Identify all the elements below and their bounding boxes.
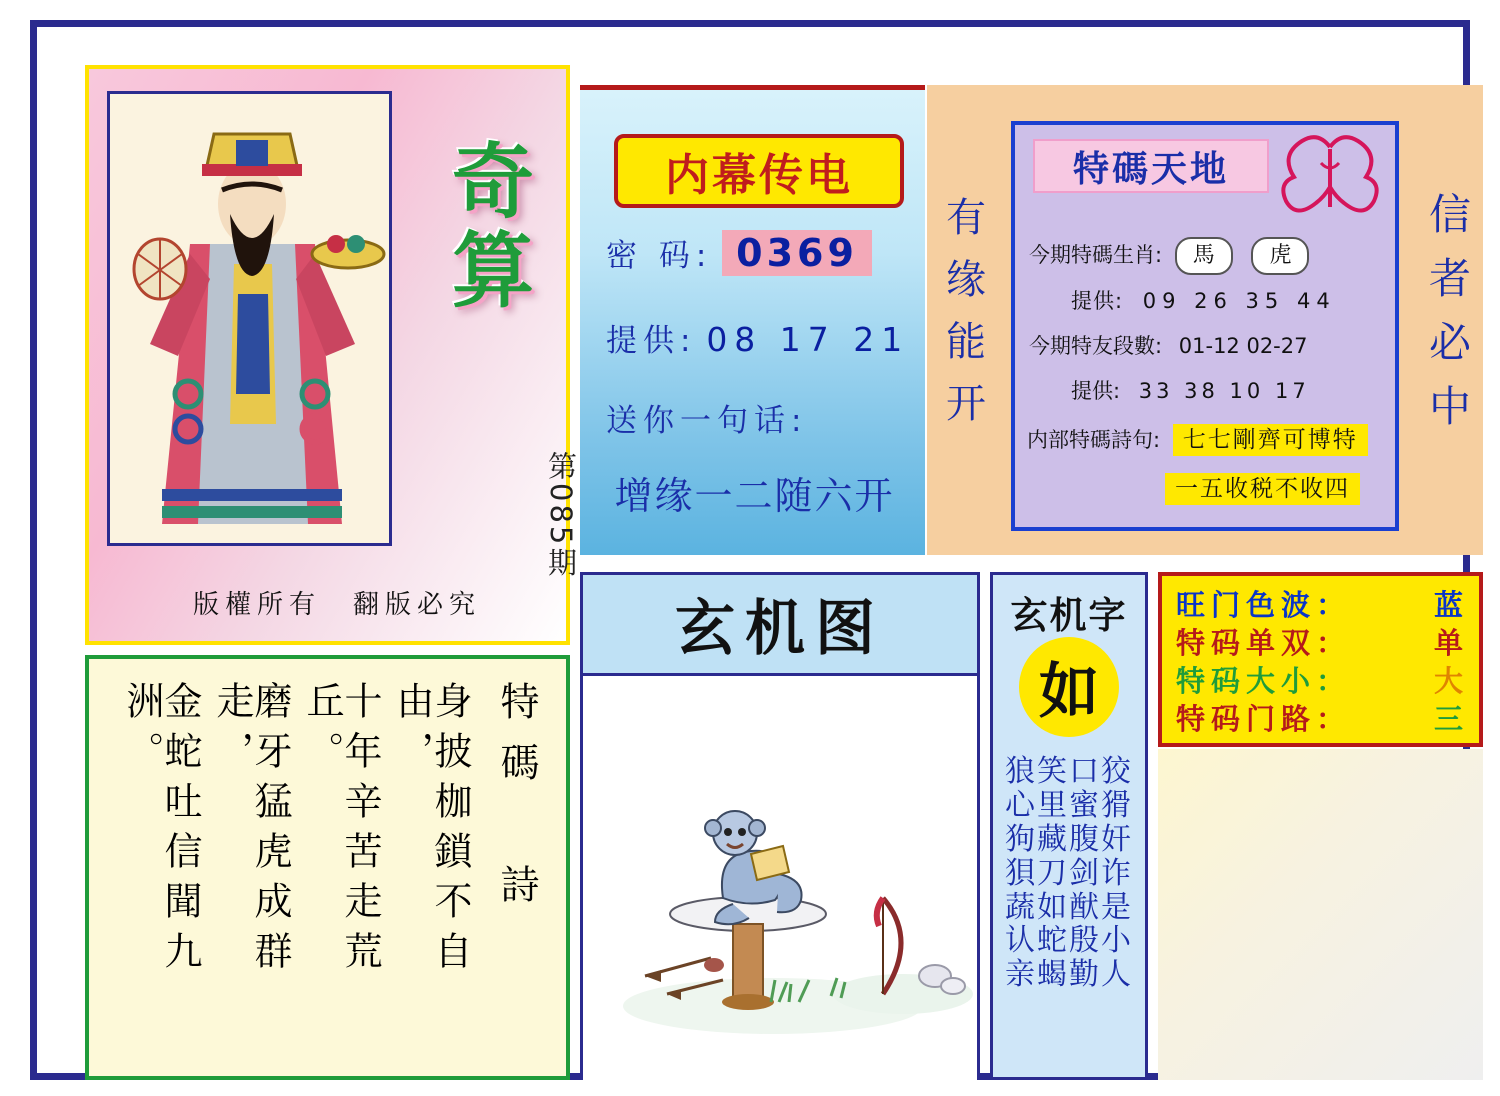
monkey-scene-icon — [583, 676, 977, 1081]
xuanji-zi-list — [993, 755, 1145, 992]
poem-title: 特碼 詩 — [494, 681, 539, 925]
tema-title-label: 特碼天地 — [1072, 148, 1229, 190]
zodiac-badge-2: 虎 — [1251, 237, 1309, 275]
blank-area — [1158, 749, 1483, 1080]
row-value: 大 — [1433, 663, 1463, 698]
poem-line-4: 金蛇吐信聞九洲。 — [120, 681, 202, 981]
password-value: 0369 — [722, 230, 872, 276]
tema-poem-line-2: 一五收税不收四 — [1165, 473, 1360, 505]
zodiac-badge-1: 馬 — [1175, 237, 1233, 275]
password-row — [606, 230, 872, 275]
list-item: 认蛇殷小 — [1005, 923, 1133, 959]
tema-provide-row-1 — [1071, 285, 1336, 315]
telegram-banner-label: 内幕传电 — [665, 150, 853, 201]
tema-poem-label: 内部特碼詩句: — [1027, 428, 1161, 452]
xuanji-zi-panel — [990, 572, 1148, 1080]
provide-label: 提供: — [606, 323, 697, 359]
document-frame — [30, 20, 1470, 1080]
side-strip-left — [927, 85, 999, 555]
tema-title-box — [1033, 139, 1269, 193]
tema-provide-numbers-1: 09 26 35 44 — [1142, 289, 1336, 313]
sentence-label: 送你一句话: — [606, 403, 808, 439]
xuanji-tu-image — [583, 676, 977, 1081]
xuanji-tu-header — [583, 575, 977, 676]
god-of-wealth-image — [107, 91, 392, 546]
tema-provide-numbers-2: 33 38 10 17 — [1138, 379, 1310, 403]
god-figure-icon — [110, 94, 392, 546]
table-row — [1162, 660, 1479, 698]
butterfly-icon — [1275, 133, 1385, 225]
tema-tiandi-inner — [1011, 121, 1399, 531]
tema-poem-panel — [85, 655, 570, 1080]
side-strip-right — [1411, 85, 1483, 555]
row-label: 特码门路： — [1176, 701, 1352, 736]
sentence-value: 增缘一二随六开 — [614, 474, 895, 518]
page-title: 奇算 — [451, 135, 536, 319]
row-label: 特码单双： — [1176, 625, 1352, 660]
provide-row — [606, 315, 909, 360]
copyright-notice: 版權所有 翻版必究 — [192, 590, 481, 620]
row-label: 旺门色波： — [1176, 587, 1352, 622]
row-value: 单 — [1433, 625, 1463, 660]
tema-segment-row — [1029, 330, 1307, 360]
tema-poem-line-1: 七七剛齊可博特 — [1173, 424, 1368, 456]
poem-line-2: 十年辛苦走荒丘。 — [300, 681, 382, 981]
sentence-row — [606, 395, 807, 440]
issue-number: 第085期 — [544, 451, 578, 580]
list-item: 狼笑口狡 — [1005, 754, 1133, 789]
table-row — [1162, 698, 1479, 736]
row-value: 蓝 — [1433, 587, 1463, 622]
telegram-banner — [614, 134, 904, 208]
tema-provide-label-2: 提供: — [1071, 379, 1121, 403]
tema-poem-row-2 — [1165, 470, 1360, 503]
zodiac-row — [1029, 237, 1315, 275]
xuanji-tu-panel — [580, 572, 980, 1080]
side-strip-right-label: 信者必中 — [1423, 192, 1472, 448]
password-label: 密 码: — [606, 238, 713, 274]
list-item: 蔬如猷是 — [1005, 889, 1133, 925]
table-row — [1162, 584, 1479, 622]
tema-provide-label-1: 提供: — [1071, 289, 1124, 313]
xuanji-tu-title: 玄机图 — [675, 594, 885, 664]
prediction-table — [1158, 572, 1483, 747]
provide-numbers: 08 17 21 — [706, 320, 910, 359]
poster-panel — [85, 65, 578, 645]
inner-telegram-panel — [580, 85, 925, 555]
xuanji-zi-big-char: 如 — [1039, 657, 1099, 727]
poem-line-1: 身披枷鎖不自由， — [390, 681, 472, 981]
tema-provide-row-2 — [1071, 375, 1310, 405]
table-row — [1162, 622, 1479, 660]
tema-tiandi-panel — [999, 85, 1411, 555]
list-item: 狗藏腹奸 — [1005, 821, 1133, 857]
xuanji-zi-title: 玄机字 — [1010, 594, 1128, 637]
xuanji-zi-big-char-badge — [1019, 637, 1119, 737]
list-item: 心里蜜猾 — [1005, 787, 1133, 823]
row-value: 三 — [1433, 701, 1463, 736]
list-item: 狽刀剑诈 — [1005, 855, 1133, 891]
poem-line-3: 磨牙猛虎成群走， — [210, 681, 292, 981]
side-strip-left-label: 有缘能开 — [939, 196, 986, 444]
tema-poem-row — [1027, 421, 1368, 454]
tema-segment-label: 今期特友段數: — [1029, 334, 1163, 358]
tema-segment-values: 01-12 02-27 — [1178, 334, 1308, 358]
zodiac-label: 今期特碼生肖: — [1029, 243, 1163, 267]
list-item: 亲蝎勤人 — [1005, 957, 1133, 993]
row-label: 特码大小： — [1176, 663, 1352, 698]
